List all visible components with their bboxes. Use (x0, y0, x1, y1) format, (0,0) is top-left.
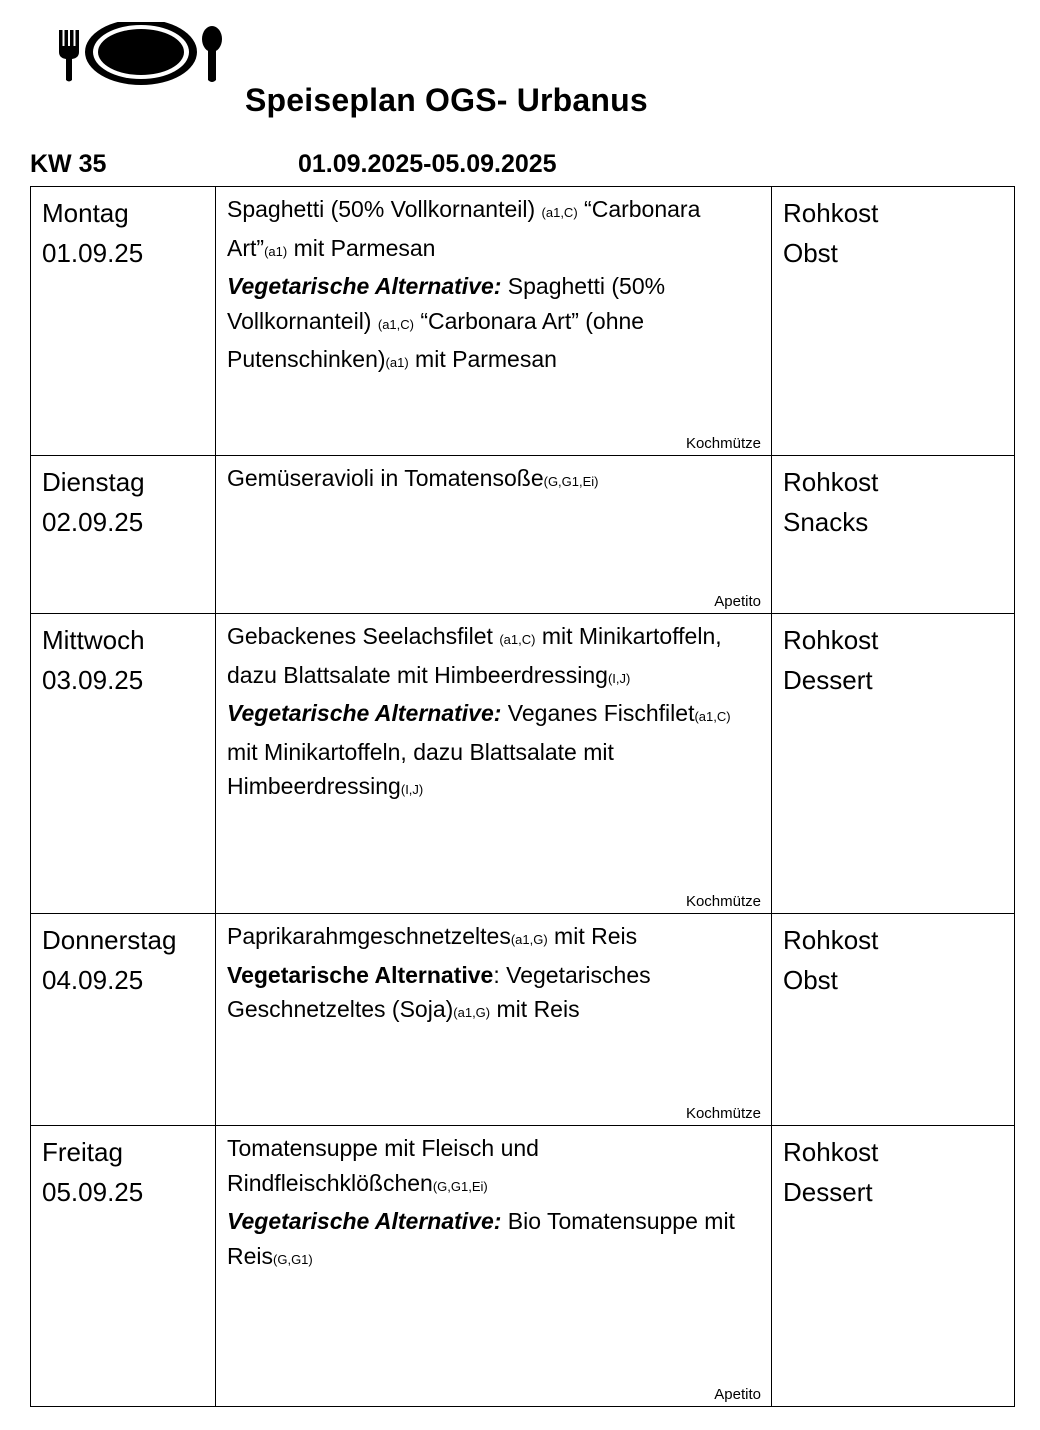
menu-table (30, 186, 1015, 1407)
meal-cell (216, 456, 772, 614)
day-name: Donnerstag (42, 925, 177, 955)
page-title: Speiseplan OGS- Urbanus (245, 82, 648, 118)
extras-cell (772, 456, 1015, 614)
extras-cell (772, 614, 1015, 914)
plate-cutlery-icon (56, 22, 226, 88)
meal-text: Paprikarahmgeschnetzeltes (227, 923, 511, 949)
meal-cell (216, 614, 772, 914)
allergen-code: (G,G1,Ei) (543, 474, 599, 489)
veg-text: mit Reis (490, 996, 580, 1022)
meal-cell (216, 914, 772, 1126)
veg-text: “Carbonara Art” (ohne Putenschinken) (227, 307, 645, 372)
meal-description (216, 187, 771, 381)
veg-text: Spaghetti (50% Vollkornanteil) (227, 273, 666, 334)
fork-icon (59, 30, 79, 82)
veg-alternative-label: Vegetarische Alternative: (227, 273, 502, 299)
extra-item: Rohkost (783, 625, 879, 655)
day-date: 04.09.25 (42, 965, 144, 995)
allergen-code: (a1,C) (499, 632, 536, 647)
meal-text: Gemüseravioli in Tomatensoße (227, 465, 544, 491)
extra-item: Snacks (783, 507, 869, 537)
supplier-label: Kochmütze (685, 435, 761, 452)
meal-description (216, 456, 771, 500)
plate-icon (85, 22, 197, 85)
allergen-code: (I,J) (400, 782, 424, 797)
allergen-code: (I,J) (607, 670, 631, 686)
meal-cell (216, 187, 772, 456)
day-cell (31, 1126, 216, 1407)
veg-text: mit Minikartoffeln, dazu Blattsalate mit Himbeerdressing (227, 738, 614, 799)
veg-text: Bio Tomatensuppe mit Reis (227, 1208, 735, 1269)
extra-item: Rohkost (783, 1137, 879, 1167)
allergen-code: (a1,C) (694, 709, 731, 724)
day-name: Montag (42, 198, 129, 228)
veg-text: mit Parmesan (408, 346, 557, 372)
day-name: Mittwoch (42, 625, 145, 655)
meal-text: Tomatensuppe mit Fleisch und Rindfleischklößchen (227, 1135, 539, 1196)
meal-cell (216, 1126, 772, 1407)
extra-item: Dessert (783, 1177, 873, 1207)
supplier-label: Kochmütze (685, 893, 761, 910)
allergen-code: (a1) (385, 355, 409, 370)
veg-alternative-label: Vegetarische Alternative: (227, 700, 502, 726)
extra-item: Dessert (783, 665, 873, 695)
table-row (31, 456, 1015, 614)
date-range: 01.09.2025-05.09.2025 (298, 150, 557, 178)
meal-text: Gebackenes Seelachsfilet (227, 623, 500, 649)
meal-text: Spaghetti (50% Vollkornanteil) (227, 196, 542, 222)
allergen-code: (a1) (264, 243, 288, 259)
meal-description (216, 614, 771, 808)
day-cell (31, 187, 216, 456)
table-row (31, 1126, 1015, 1407)
day-date: 01.09.25 (42, 238, 144, 268)
day-date: 05.09.25 (42, 1177, 144, 1207)
meal-text: “Carbonara Art” (227, 196, 701, 261)
meal-description (216, 1126, 771, 1277)
day-date: 03.09.25 (42, 665, 144, 695)
extra-item: Rohkost (783, 467, 879, 497)
table-row (31, 914, 1015, 1126)
day-cell (31, 614, 216, 914)
veg-alternative-label: Vegetarische Alternative: (227, 1208, 502, 1234)
day-name: Dienstag (42, 467, 145, 497)
day-cell (31, 456, 216, 614)
spoon-icon (202, 26, 222, 82)
extra-item: Obst (783, 965, 838, 995)
supplier-label: Kochmütze (685, 1105, 761, 1122)
extras-cell (772, 187, 1015, 456)
allergen-code: (a1,G) (453, 1005, 491, 1020)
veg-text: : Vegetarisches Geschnetzeltes (Soja) (227, 961, 651, 1022)
extra-item: Rohkost (783, 198, 879, 228)
allergen-code: (a1,C) (541, 205, 578, 220)
meal-text: mit Minikartoffeln, dazu Blattsalate mit Himbeerdressing (227, 623, 722, 688)
extras-cell (772, 1126, 1015, 1407)
meal-description (216, 914, 771, 1031)
veg-text: Veganes Fischfilet (501, 700, 695, 726)
extras-cell (772, 914, 1015, 1126)
allergen-code: (G,G1,Ei) (432, 1178, 488, 1194)
extra-item: Rohkost (783, 925, 879, 955)
veg-alternative-label: Vegetarische Alternative (227, 961, 494, 988)
allergen-code: (G,G1) (273, 1251, 313, 1267)
week-number: KW 35 (30, 150, 107, 178)
supplier-label: Apetito (714, 593, 761, 610)
day-cell (31, 914, 216, 1126)
meal-text: mit Reis (547, 923, 638, 949)
day-date: 02.09.25 (42, 507, 144, 537)
table-row (31, 614, 1015, 914)
day-name: Freitag (42, 1137, 123, 1167)
extra-item: Obst (783, 238, 838, 268)
allergen-code: (a1,C) (377, 316, 414, 332)
supplier-label: Apetito (714, 1386, 761, 1403)
meal-text: mit Parmesan (287, 234, 436, 261)
allergen-code: (a1,G) (510, 932, 548, 947)
table-row (31, 187, 1015, 456)
